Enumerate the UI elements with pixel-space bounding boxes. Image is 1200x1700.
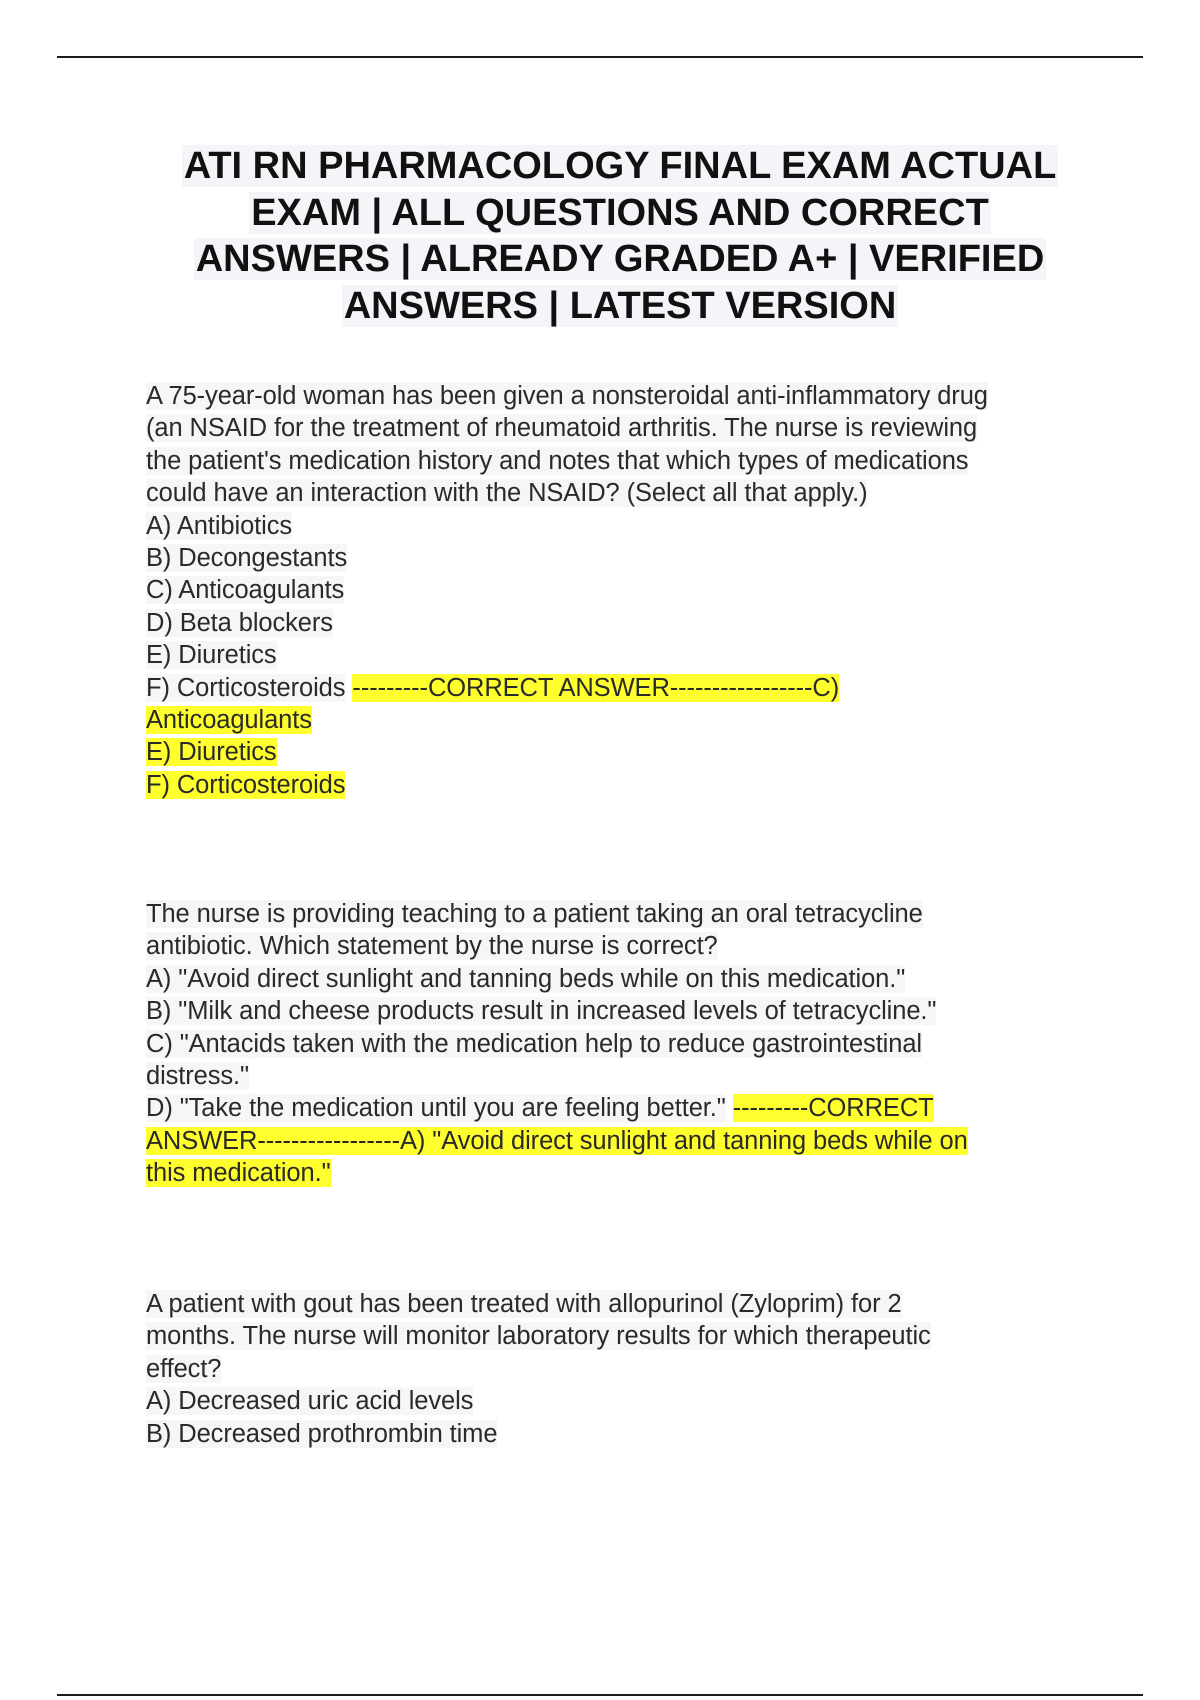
question-stem-line: effect? xyxy=(146,1354,222,1383)
question-stem-line: could have an interaction with the NSAID? (Select all that apply.) xyxy=(146,479,868,508)
correct-answer-line: ANSWER-----------------A) "Avoid direct sunlight and tanning beds while on xyxy=(146,1126,968,1155)
answer-option: A) "Avoid direct sunlight and tanning beds while on this medication." xyxy=(146,964,906,993)
answer-option: D) Beta blockers xyxy=(146,608,333,637)
header-rule xyxy=(57,56,1143,58)
footer-rule xyxy=(57,1694,1143,1696)
question-stem-line: antibiotic. Which statement by the nurse is correct? xyxy=(146,932,718,961)
correct-answer-line: F) Corticosteroids xyxy=(146,770,346,799)
answer-option: E) Diuretics xyxy=(146,641,277,670)
title-line: EXAM | ALL QUESTIONS AND CORRECT xyxy=(251,191,989,234)
question-stem-line: months. The nurse will monitor laboratory results for which therapeutic xyxy=(146,1322,931,1351)
correct-answer-line: E) Diuretics xyxy=(146,738,277,767)
correct-answer-highlight: ---------CORRECT ANSWER-----------------C) xyxy=(352,673,840,702)
question-stem-line: A patient with gout has been treated with allopurinol (Zyloprim) for 2 xyxy=(146,1290,902,1318)
answer-option: distress." xyxy=(146,1062,249,1091)
question-stem-line: (an NSAID for the treatment of rheumatoid arthritis. The nurse is reviewing xyxy=(146,414,978,443)
question-1 xyxy=(146,380,1096,801)
question-stem-line: the patient's medication history and notes that which types of medications xyxy=(146,446,969,475)
title-line: ANSWERS | ALREADY GRADED A+ | VERIFIED xyxy=(195,238,1045,280)
answer-option: F) Corticosteroids ---------CORRECT ANSWER-----------------C) xyxy=(146,673,840,702)
answer-option: B) Decreased prothrombin time xyxy=(146,1419,498,1448)
correct-answer-line: Anticoagulants xyxy=(146,706,312,735)
answer-option: D) "Take the medication until you are feeling better." ---------CORRECT xyxy=(146,1094,934,1123)
answer-option: A) Antibiotics xyxy=(146,511,292,540)
answer-option: C) "Antacids taken with the medication help to reduce gastrointestinal xyxy=(146,1029,922,1058)
answer-option: B) Decongestants xyxy=(146,544,348,573)
title-line: ATI RN PHARMACOLOGY FINAL EXAM ACTUAL xyxy=(183,145,1057,187)
question-stem-line: The nurse is providing teaching to a patient taking an oral tetracycline xyxy=(146,900,923,928)
question-2 xyxy=(146,898,1096,1190)
answer-option: C) Anticoagulants xyxy=(146,576,345,605)
answer-option: A) Decreased uric acid levels xyxy=(146,1387,474,1416)
title-line: ANSWERS | LATEST VERSION xyxy=(343,284,897,327)
correct-answer-highlight: ---------CORRECT xyxy=(732,1094,934,1123)
answer-option: B) "Milk and cheese products result in increased levels of tetracycline." xyxy=(146,997,937,1026)
correct-answer-line: this medication." xyxy=(146,1159,331,1188)
question-3 xyxy=(146,1288,1096,1450)
question-stem-line: A 75-year-old woman has been given a nonsteroidal anti-inflammatory drug xyxy=(146,382,988,410)
document-title xyxy=(130,143,1110,329)
